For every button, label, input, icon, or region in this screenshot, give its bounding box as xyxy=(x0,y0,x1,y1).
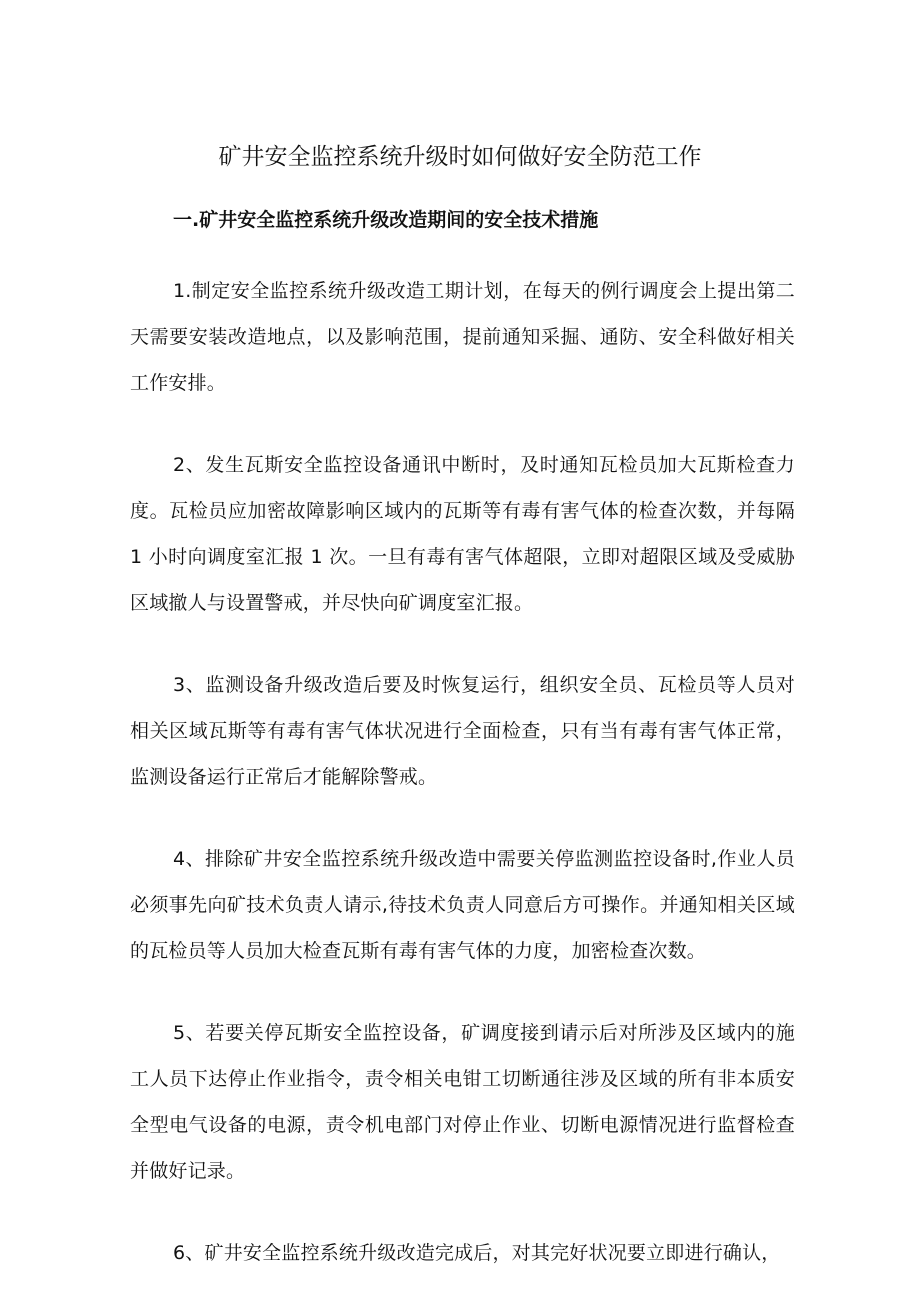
document-body xyxy=(130,268,795,1312)
paragraph-3: 3、监测设备升级改造后要及时恢复运行，组织安全员、瓦检员等人员对相关区域瓦斯等有毒有害气体状况进行全面检查，只有当有毒有害气体正常，监测设备运行正常后才能解除警戒。 xyxy=(130,674,795,788)
document-title: 矿井安全监控系统升级时如何做好安全防范工作 xyxy=(218,144,702,170)
paragraph-1: 1.制定安全监控系统升级改造工期计划，在每天的例行调度会上提出第二天需要安装改造地点，以及影响范围，提前通知采掘、通防、安全科做好相关工作安排。 xyxy=(130,280,795,394)
paragraph-5: 5、若要关停瓦斯安全监控设备，矿调度接到请示后对所涉及区域内的施工人员下达停止作业指令，责令相关电钳工切断通往涉及区域的所有非本质安全型电气设备的电源，责令机电部门对停止作业、切断电源情况进行监督检查并做好记录。 xyxy=(130,1022,795,1182)
paragraph-6: 6、矿井安全监控系统升级改造完成后，对其完好状况要立即进行确认， xyxy=(173,1242,781,1264)
paragraph-4: 4、排除矿井安全监控系统升级改造中需要关停监测监控设备时,作业人员必须事先向矿技术负责人请示,待技术负责人同意后方可操作。并通知相关区域的瓦检员等人员加大检查瓦斯有毒有害气体的力度，加密检查次数。 xyxy=(130,848,795,962)
section-heading: 一.矿井安全监控系统升级改造期间的安全技术措施 xyxy=(173,209,599,231)
paragraph-2: 2、发生瓦斯安全监控设备通讯中断时，及时通知瓦检员加大瓦斯检查力度。瓦检员应加密故障影响区域内的瓦斯等有毒有害气体的检查次数，并每隔 1 小时向调度室汇报 1 次。一旦有毒有害气体超限，立即对超限区域及受威胁区域撤人与设置警戒，并尽快向矿调度室汇报。 xyxy=(130,454,795,614)
